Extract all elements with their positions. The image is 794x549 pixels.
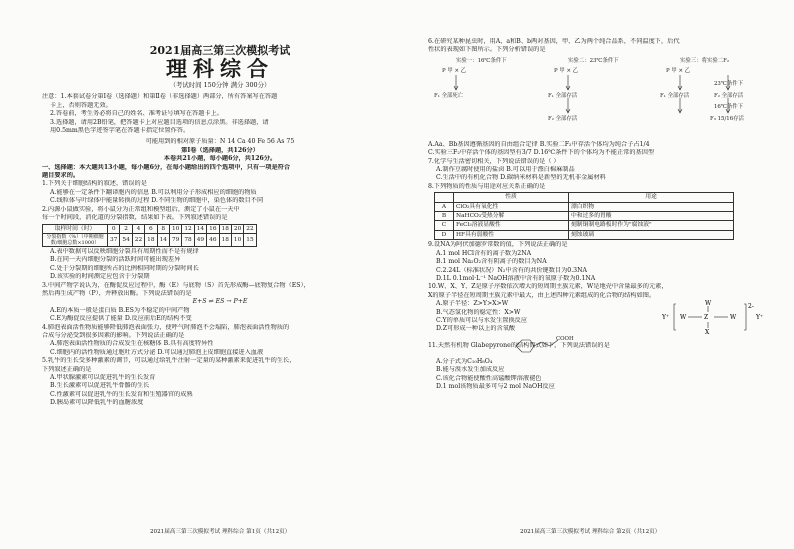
table-cell: D [435,230,454,239]
question-6: 6.在研究某种昆虫时，用A、a和B、b两对基因，甲、乙为两个纯合品系，不同温度下，后代 [428,38,680,45]
option-line: B.生长激素可以促进乳牛骨骼的生长 [50,382,150,390]
table-cell: 14 [157,233,169,246]
table-cell: 18 [219,233,231,246]
table-cell: 性质 [454,193,569,202]
cooh-label: COOH [556,335,574,342]
table-cell: 78 [182,233,194,246]
f2-alive-2: F₂ 全部存活 [548,115,578,122]
table-cell: C [435,221,454,230]
option-line: A.能够在一定条件下翻译胞内的信息 B.可以利用分子形成相应的细胞的物质 [50,188,257,196]
table-cell: 刻蚀玻璃 [569,230,734,239]
table-cell: 22 [132,233,144,246]
option-line: B.1 mol Na₂O₂含有阴离子的数目为NA [436,258,547,266]
table-row [435,212,734,221]
part-title: 第Ⅰ卷（选择题，共126分） [181,146,259,154]
option-line: A.制作豆腐时使用的盐卤 B.可以用于漂白棉麻制品 [436,166,575,174]
question-4-cont: 合成与分泌受到很多因素的影响。下列说法正确的是 [42,331,185,339]
option-line: A.Aa、Bb基因遵循基因的自由组合定律 B.实验二F₂中存活个体均为纯合子占1/4 [428,140,650,148]
table-cell: HF具有弱酸性 [454,230,569,239]
option-line: A.分子式为C₁₀H₈O₄ [436,357,493,365]
option-line: D.1L 0.1mol·L⁻¹ NaOH溶液中含有的氧原子数为0.1NA [436,274,596,282]
table-cell: 15 [244,233,256,246]
table-cell: 54 [120,233,132,246]
svg-text:X: X [705,329,710,335]
table-cell: 取样时间（时） [43,224,108,233]
property-use-table [434,192,734,240]
glabepyrone-structure [508,334,588,358]
question-3: 3.中间产物学说认为，在酶促反应过程中，酶（E）与底物（S）首先形成酶—底物复合物（ES）， [42,281,310,289]
compound-structure [658,300,768,334]
table-row [435,202,734,211]
question-7: 7.化学与生活密切相关，下列说法错误的是（ ） [428,157,560,165]
option-line: C.2.24L（标准状况）N₂中含有的共价键数目为0.3NA [436,266,587,274]
table-row [435,193,734,202]
table-cell: 20 [231,224,243,233]
table-cell: 22 [244,224,256,233]
f3-survival: F₃ 15/16存活 [710,115,744,122]
page-footer-right: 2021届高三第三次模拟考试 理科综合 第2页（共12页） [520,529,661,535]
f1-alive-3: F₁ 全部存活 [660,92,690,99]
option-line: A.甲状腺激素可以促进乳牛的生长发育 [50,374,156,381]
genetics-diagram [428,55,773,141]
table-cell: 4 [132,224,144,233]
question-4: 4.肺泡表面活性物质能够降低肺泡表面张力，使呼气时肺泡不会塌陷，肺泡表面活性物质的 [42,323,290,331]
option-line: C.Y的单质可以与水发生置换反应 [436,316,528,324]
question-5-cont: 下列叙述正确的是 [42,365,92,373]
table-row [435,230,734,239]
option-line: A.E的本质一般是蛋白质 B.ES为不稳定的中间产物 [50,306,190,314]
exam-title: 2021届高三第三次模拟考试 [149,44,291,57]
table-cell: 16 [207,224,219,233]
subject-title: 理科综合 [166,57,274,81]
table-row [435,221,734,230]
division-index-table [42,224,257,247]
parent-cross-3: P 甲 × 乙 [666,67,691,74]
table-cell: 漂白织物 [569,202,734,211]
parent-cross-2: P 甲 × 乙 [554,67,579,74]
table-cell: ClO₂具有氧化性 [454,202,569,211]
option-line: C.细胞内的活性物质通过胞吐方式分泌 D.可以通过肺泡上皮细胞直接进入血液 [50,348,264,356]
section-heading: 题目要求的。 [42,172,80,180]
table-cell: A [435,202,454,211]
table-cell: FeCl₃溶液显酸性 [454,221,569,230]
table-cell: 37 [108,233,120,246]
question-1: 1.下列关于细胞结构的叙述，错误的是 [42,180,147,188]
option-line: C.生活中的有机化合物 D.碳纳米材料是新型的无机非金属材料 [436,174,606,182]
experiment-3-label: 实验三：将实验二F₂ [680,57,730,64]
option-line: C.实验三F₂中存活个体的基因型有3/7 D.16℃条件下的个体均为不能正常的基因型 [428,149,655,157]
option-line: C.E为酶促反应提供了能量 D.反应前后E的结构不变 [50,315,192,323]
f2-alive-3: F₂ 全部存活 [714,92,744,99]
option-line: A.表中数据可以反映细胞分裂具有周期性而不是有规律 [50,247,199,255]
option-line: B.气态氢化物的稳定性：X>W [436,308,521,316]
left-column [42,0,398,549]
atomic-mass: 可能用到的相对原子质量：N 14 Ca 40 Fe 56 As 75 [145,138,295,146]
svg-text:W: W [705,300,712,308]
option-line: C.该化合物能使酸性高锰酸钾溶液褪色 [436,374,542,382]
question-11: 11.天然有机物 Glabepyrone的结构简式如下，下列说法错误的是 [428,341,610,349]
note-line: 3.选择题，请用2B铅笔，把答题卡上对应题目选项的信息点涂黑。非选择题，请 [50,118,269,126]
option-line: D.胰岛素可以降低乳牛的血糖浓度 [50,399,144,407]
svg-text:Z: Z [704,314,709,322]
note-line: 卡上，否则答题无效。 [50,101,112,109]
table-cell: 10 [231,233,243,246]
section-heading: 一、选择题：本大题共13小题，每小题6分，在每小题给出的四个选项中，只有一项是符合 [42,163,291,171]
page-footer-left: 2021届高三第三次模拟考试 理科综合 第1页（共12页） [150,529,291,535]
table-cell: 分裂指数（%）（中期细胞数/细胞总数×1000） [43,233,108,246]
option-line: C.处于分裂期的细胞所占的比例相同时期的分裂时间长 [50,264,199,272]
table-cell: 0 [108,224,120,233]
question-5: 5.乳牛的生长受多种激素的调节，可以通过给乳牛注射一定量的某种激素来促进乳牛的生长， [42,357,296,365]
question-10-cont: X的原子半径在短周期主族元素中最大，由上述四种元素组成的化合物的结构如图。 [428,291,656,299]
q10-block [428,300,773,334]
table-cell: 12 [182,224,194,233]
right-column [428,0,773,549]
enzyme-equation: E+S ⇌ ES → P+E [192,298,248,306]
note-line: 用0.5mm黑色字迹签字笔在答题卡指定位置作答。 [50,127,190,135]
option-line: D.Z可形成一种以上的含氧酸 [436,325,516,333]
parent-cross-1: P 甲 × 乙 [442,67,467,74]
option-line: B.能与溴水发生加成反应 [436,366,505,374]
table-cell: 2 [120,224,132,233]
svg-text:2-: 2- [748,303,754,311]
question-6-cont: 性状的表现如下图所示。下列分析错误的是 [428,46,546,54]
f2-condition-23: 23℃条件下 [714,80,744,87]
table-cell: 刻制铜制电路板时作为"腐蚀液" [569,221,734,230]
option-line: D.该实验的时间测定应包含于分裂期 [50,273,150,281]
table-cell [435,193,454,202]
table-cell: 49 [194,233,206,246]
table-cell: 8 [157,224,169,233]
question-10: 10.W、X、Y、Z是原子序数依次增大的短周期主族元素，W是地壳中含量最多的元素， [428,283,668,291]
table-row [43,224,257,233]
svg-text:W: W [730,314,737,322]
q11-structure-block [428,334,773,358]
experiment-1-label: 实验一：16℃条件下 [456,57,507,64]
option-line: A.1 mol HCl含有的离子数为2NA [436,249,532,257]
question-2-cont: 每一个时间段，消化道的分裂指数，结果如下表。下列叙述错误的是 [42,214,228,222]
exam-info: （考试时间 150分钟 满分 300分） [169,81,271,89]
experiment-2-label: 实验二：23℃条件下 [568,57,619,64]
note-line: 注意：1.本套试卷分第Ⅰ卷（选择题）和第Ⅱ卷（非选择题）两部分，所有答案写在答题 [42,93,278,101]
question-2: 2.内源小鼠做实验，将小鼠分为正常组和模型组后，测定了小鼠在一天中 [42,205,240,213]
table-cell: 46 [207,233,219,246]
question-8: 8.下列物质的性质与用途对应关系正确的是 [428,182,546,190]
svg-text:Y⁺: Y⁺ [756,314,764,322]
svg-text:Y⁺: Y⁺ [662,314,670,322]
table-cell: B [435,212,454,221]
table-cell: 6 [145,224,157,233]
table-row [43,233,257,246]
option-line: B.在同一天内细胞分裂的活跃时间可能出现差异 [50,256,181,264]
table-cell: 10 [169,224,181,233]
table-cell: 中和过多的胃酸 [569,212,734,221]
option-line: A.原子半径：Z>Y>X>W [436,300,509,308]
option-line: D.1 mol该物质最多可与2 mol NaOH反应 [436,382,555,390]
part-subtitle: 本卷共21小题，每小题6分，共126分。 [163,155,277,163]
table-cell: NaHCO₃受热分解 [454,212,569,221]
option-line: A.肺泡表面活性物质的合成发生在核糖体 B.具有高度特异性 [50,340,214,348]
f2-condition-16: 16℃条件下 [714,103,744,110]
table-cell: 18 [219,224,231,233]
option-line: C.线粒体与叶绿体中能量转换的过程 D.不同生物的细胞中，染色体的数目不同 [50,197,264,205]
option-line: C.性激素可以促进乳牛的生长发育和生殖器官的成熟 [50,390,193,398]
f1-dead: F₁ 全部死亡 [434,92,464,99]
note-line: 2.答卷前，考生务必将自己的姓名、准考证号填写在答题卡上。 [50,110,223,118]
table-cell: 18 [145,233,157,246]
table-cell: 79 [169,233,181,246]
svg-text:W: W [680,314,687,322]
table-cell: 14 [194,224,206,233]
question-3-cont: 然后再生成产物（P），并释放出酶。下列说法错误的是 [42,289,192,297]
f1-alive-2: F₁ 全部存活 [548,92,578,99]
table-cell: 用途 [569,193,734,202]
question-9: 9.设NA为阿伏加德罗常数的值，下列说法正确的是 [428,241,568,249]
